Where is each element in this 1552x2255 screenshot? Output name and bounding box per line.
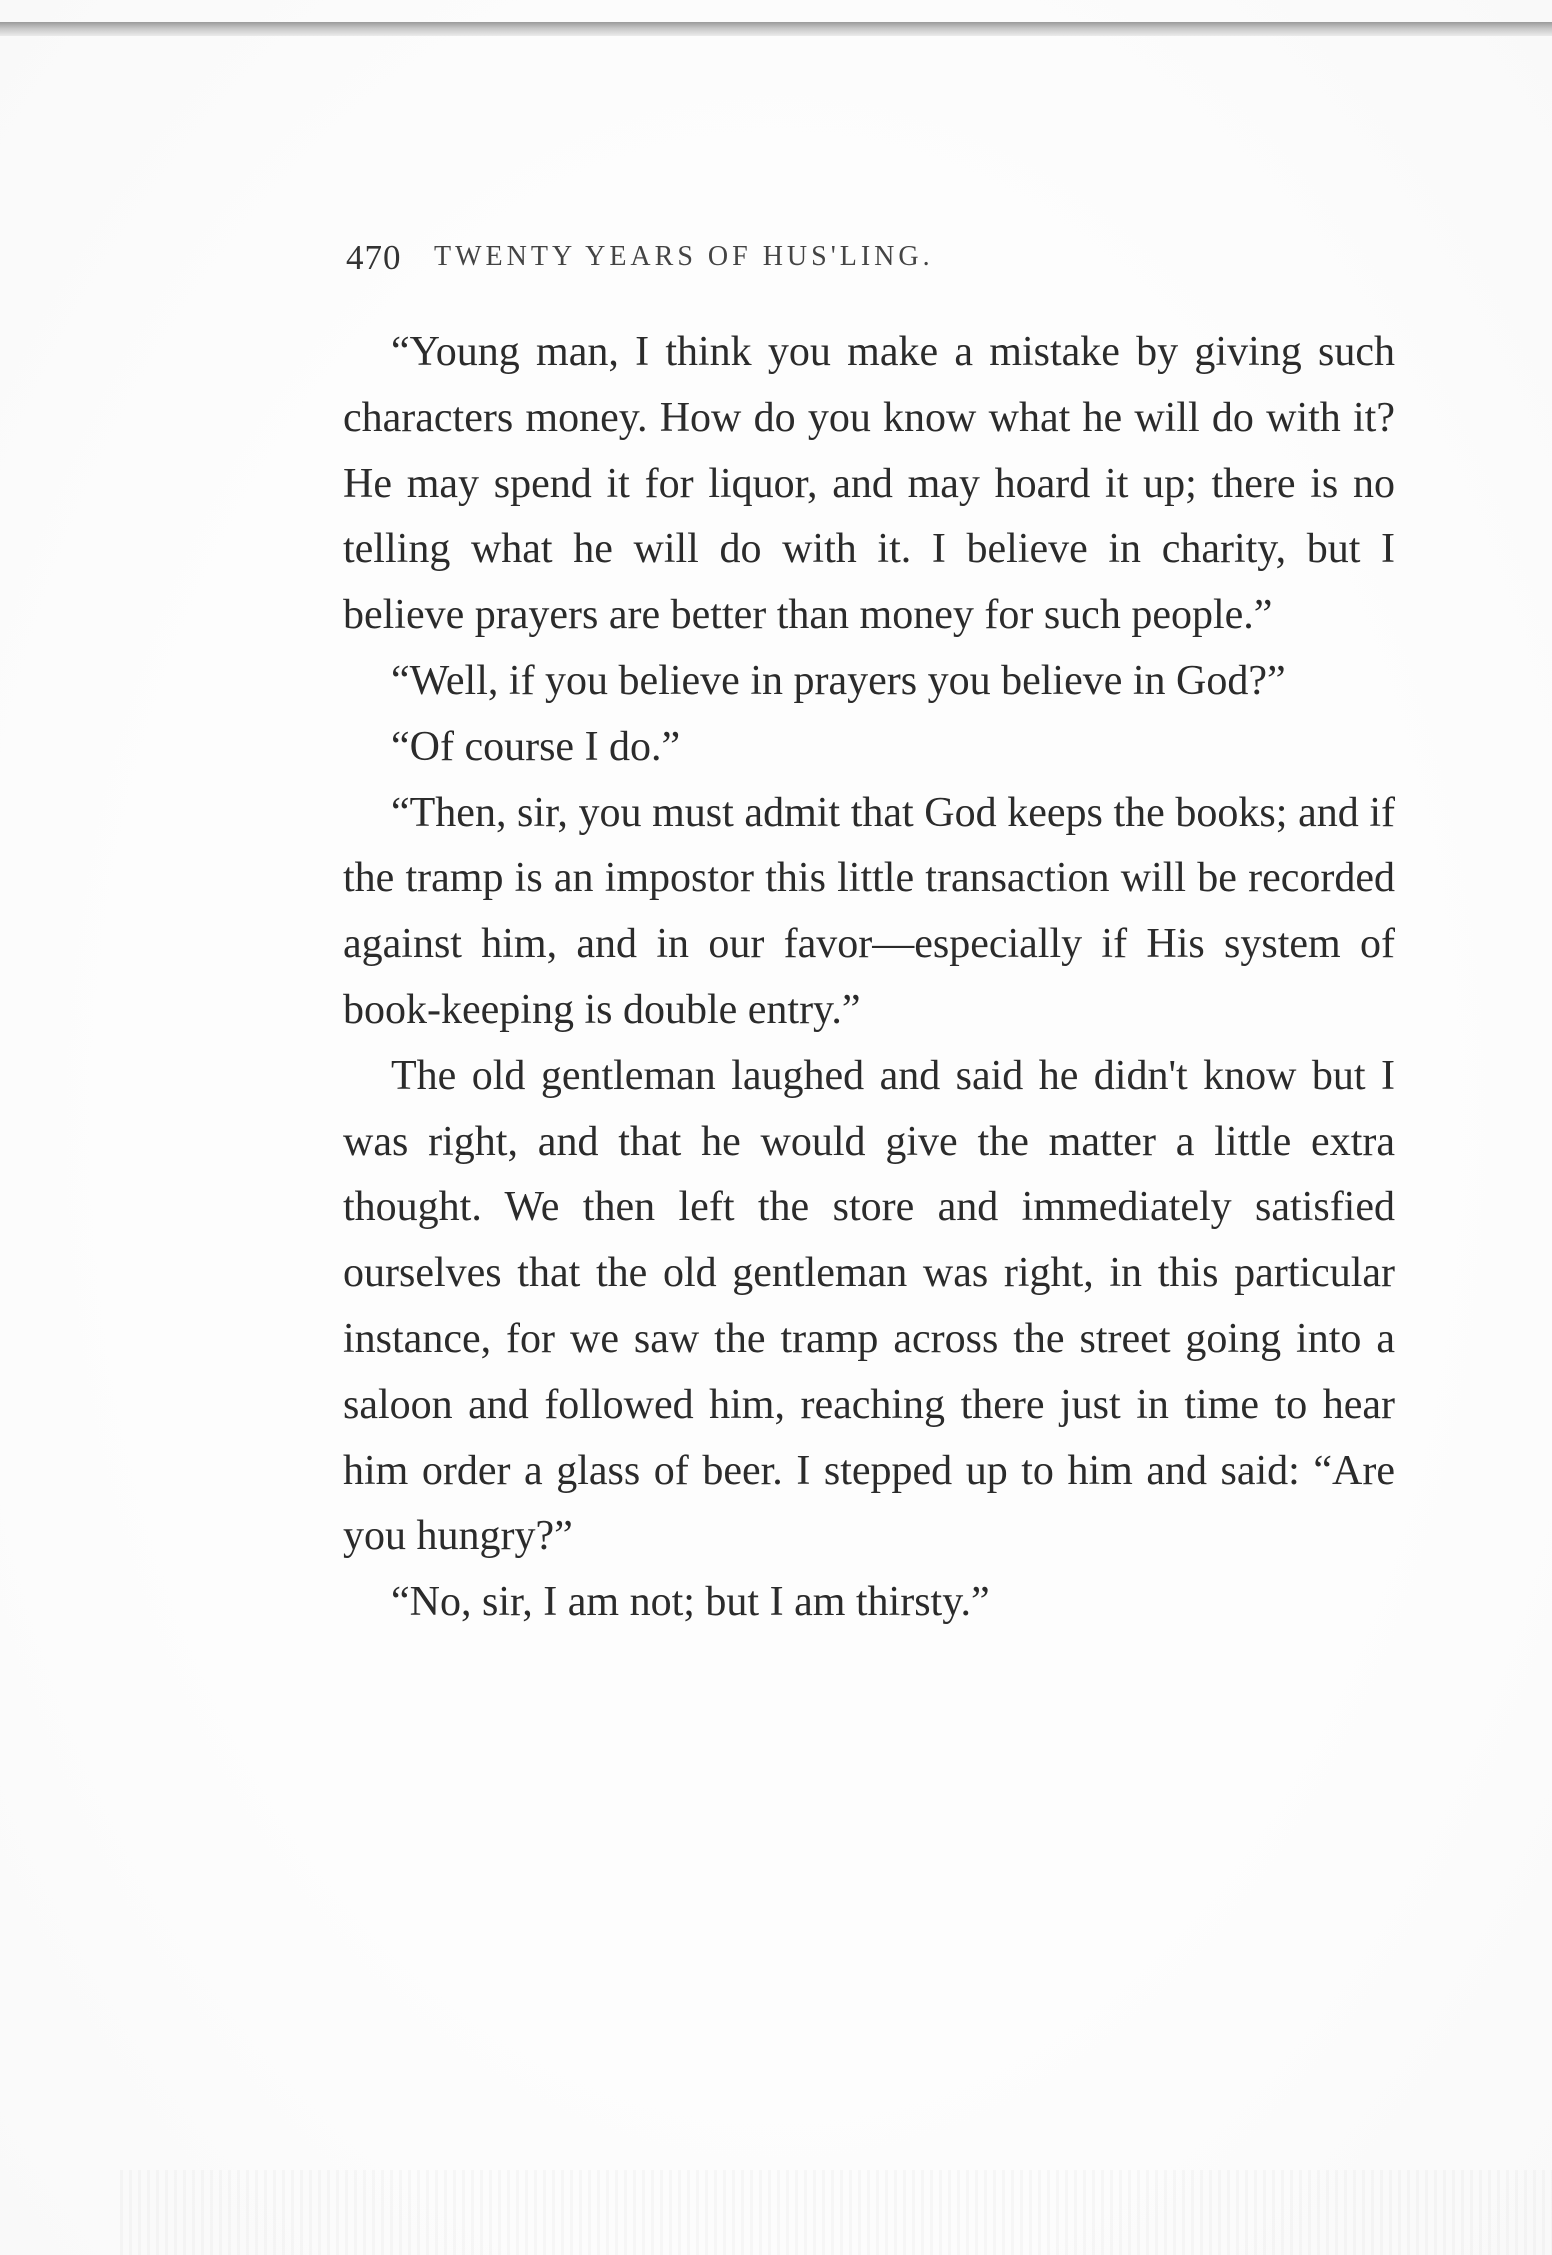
paragraph: “Then, sir, you must admit that God keeps the books; and if the tramp is an impostor this little transaction will be recorded against him, and in our favor—especially if His system of book-keeping is double entry.”	[343, 789, 1395, 1033]
paragraph: “No, sir, I am not; but I am thirsty.”	[391, 1579, 990, 1626]
page-header	[346, 238, 1396, 278]
paragraph: “Well, if you believe in prayers you believe in God?”	[391, 657, 1286, 704]
paragraph: “Young man, I think you make a mistake by giving such characters money. How do you know what he will do with it? He may spend it for liquor, and may hoard it up; there is no telling what he will do with it. I believe in charity, but I believe prayers are better than money for such people.”	[343, 329, 1395, 639]
page-top-edge	[0, 22, 1552, 36]
body-text	[343, 320, 1395, 1636]
paragraph: The old gentleman laughed and said he didn't know but I was right, and that he would give the matter a little extra thought. We then left the store and immediately satisfied ourselves that the old gentleman was right, in this particular instance, for we saw the tramp across the street going into a saloon and followed him, reaching there just in time to hear him order a glass of beer. I stepped up to him and said: “Are you hungry?”	[343, 1052, 1395, 1560]
page-bottom-noise	[120, 2170, 1552, 2255]
page-number: 470	[346, 238, 402, 277]
running-title: TWENTY YEARS OF HUS'LING.	[434, 241, 934, 272]
paragraph: “Of course I do.”	[391, 723, 681, 770]
